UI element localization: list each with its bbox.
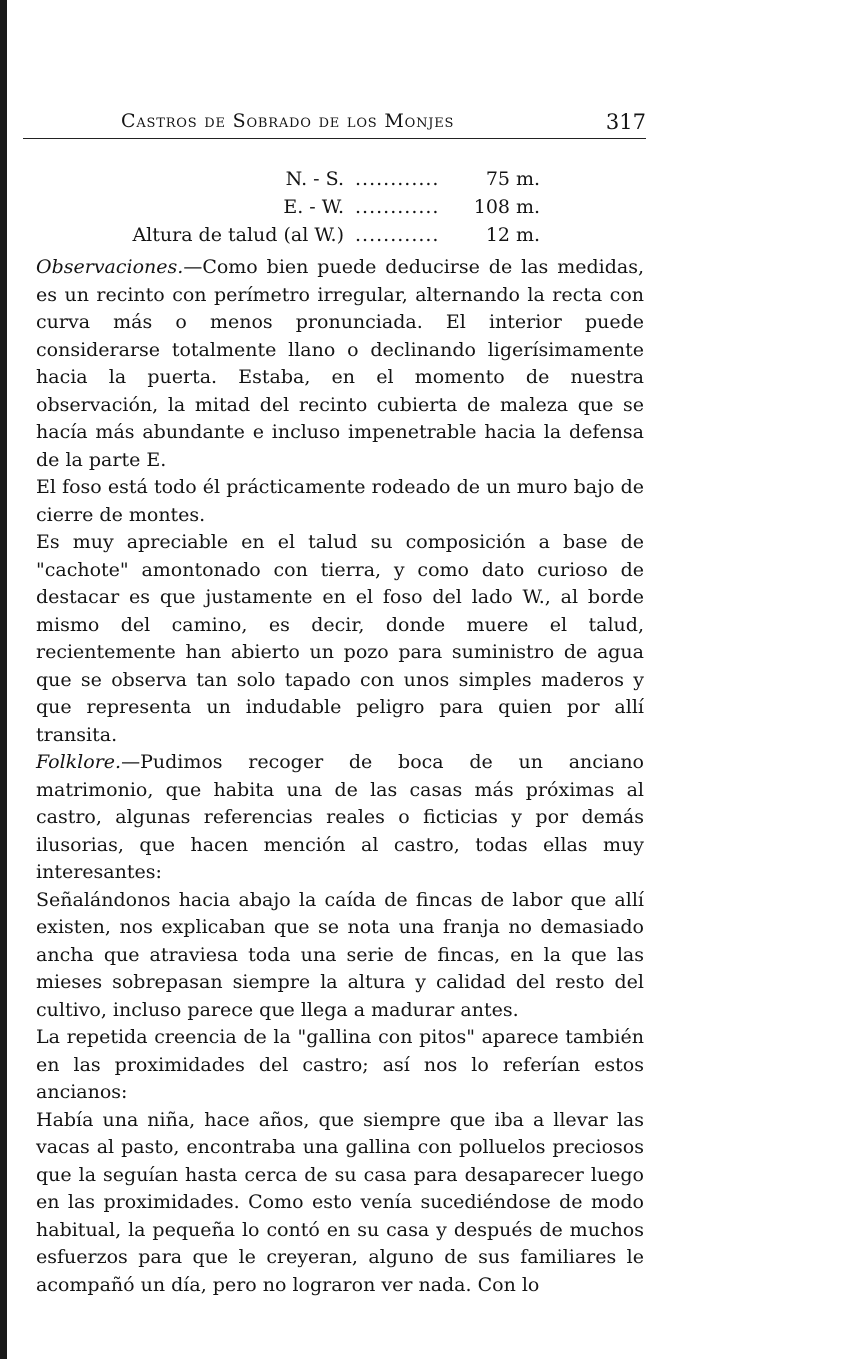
paragraph-lead: Folklore. (36, 751, 122, 773)
measurement-label: Altura de talud (al W.) (132, 224, 344, 246)
paragraph (36, 887, 644, 1025)
page-header (23, 110, 646, 136)
leader-dots: ............ (355, 196, 440, 218)
page-number: 317 (605, 110, 646, 134)
measurement-value: 108 (473, 196, 510, 218)
paragraph-observaciones (36, 254, 644, 474)
paragraph-text: —Como bien puede deducirse de las medidas, es un recinto con perímetro irregular, alternando la recta con curva más o menos pronunciada. El interior puede considerarse totalmente llano o declinando ligerísimamente hacia la puerta. Estaba, en el momento de nuestra observación, la mitad del recinto cubierta de maleza que se hacía más abundante e incluso impenetrable hacia la defensa de la parte E. (36, 256, 644, 471)
paragraph-text: —Pudimos recoger de boca de un anciano matrimonio, que habita una de las casas más próximas al castro, algunas referencias reales o ficticias y por demás ilusorias, que hacen mención al castro, todas ellas muy interesantes: (36, 751, 644, 883)
measurement-unit: m. (516, 196, 541, 218)
leader-dots: ............ (355, 224, 440, 246)
measurement-label: E. - W. (283, 196, 344, 218)
paragraph-folklore (36, 749, 644, 887)
paragraph-text: El foso está todo él prácticamente rodeado de un muro bajo de cierre de montes. (36, 476, 644, 526)
running-title: Castros de Sobrado de los Monjes (121, 110, 455, 132)
measurement-unit: m. (516, 224, 541, 246)
measurement-row (0, 196, 640, 222)
paragraph (36, 1107, 644, 1300)
measurement-value: 75 (485, 168, 510, 190)
paragraph (36, 474, 644, 529)
measurement-row (0, 224, 640, 250)
book-spine-shadow-lower (0, 1280, 34, 1359)
paragraph-text: Es muy apreciable en el talud su composición a base de "cachote" amontonado con tierra, y como dato curioso de destacar es que justamente en el foso del lado W., al borde mismo del camino, es decir, donde muere el talud, recientemente han abierto un pozo para suministro de agua que se observa tan solo tapado con unos simples maderos y que representa un indudable peligro para quien por allí transita. (36, 531, 644, 746)
paragraph (36, 1024, 644, 1107)
paragraph-lead: Observaciones. (36, 256, 184, 278)
measurement-value: 12 (485, 224, 510, 246)
measurement-label: N. - S. (285, 168, 344, 190)
body-text (36, 254, 644, 1299)
header-rule (23, 138, 646, 139)
paragraph-text: Señalándonos hacia abajo la caída de fincas de labor que allí existen, nos explicaban que se nota una franja no demasiado ancha que atraviesa toda una serie de fincas, en la que las mieses sobrepasan siempre la altura y calidad del resto del cultivo, incluso parece que llega a madurar antes. (36, 888, 644, 1021)
paragraph-text: La repetida creencia de la "gallina con pitos" aparece también en las proximidades del castro; así nos lo referían estos ancianos: (36, 1026, 644, 1103)
measurement-unit: m. (516, 168, 541, 190)
paragraph-text: Había una niña, hace años, que siempre que iba a llevar las vacas al pasto, encontraba una gallina con polluelos preciosos que la seguían hasta cerca de su casa para desaparecer luego en las proximidades. Como esto venía sucediéndose de modo habitual, la pequeña lo contó en su casa y después de muchos esfuerzos para que le creyeran, alguno de sus familiares le acompañó un día, pero no lograron ver nada. Con lo (36, 1108, 644, 1296)
leader-dots: ............ (355, 168, 440, 190)
paragraph (36, 529, 644, 749)
measurement-row (0, 168, 640, 194)
